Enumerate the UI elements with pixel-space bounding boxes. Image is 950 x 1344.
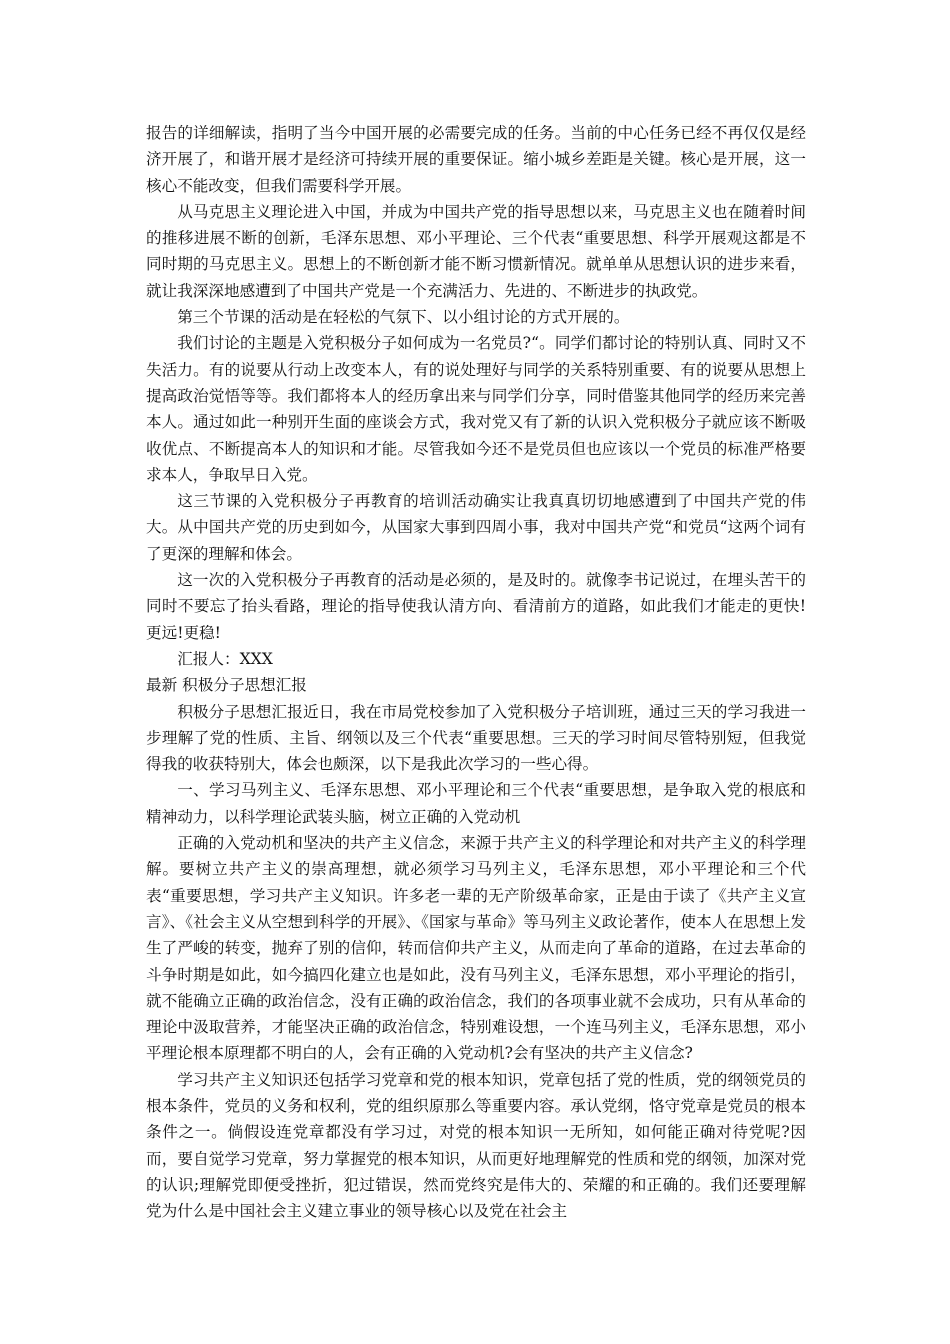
paragraph-1: 报告的详细解读，指明了当今中国开展的必需要完成的任务。当前的中心任务已经不再仅仅是经济开展了，和谐开展才是经济可持续开展的重要保证。缩小城乡差距是关键。核心是开展，这一核心不能改变，但我们需要科学开展。 — [146, 124, 806, 195]
paragraph-6: 这一次的入党积极分子再教育的活动是必须的，是及时的。就像李书记说过，在埋头苦干的同时不要忘了抬头看路，理论的指导使我认清方向、看清前方的道路，如此我们才能走的更快!更远!更稳! — [146, 571, 806, 642]
document-page — [146, 120, 806, 1224]
paragraph-5: 这三节课的入党积极分子再教育的培训活动确实让我真真切切地感遭到了中国共产党的伟大。从中国共产党的历史到如今，从国家大事到四周小事，我对中国共产党“和党员“这两个词有了更深的理解和体会。 — [146, 492, 806, 563]
section-heading: 最新 积极分子思想汇报 — [146, 676, 307, 695]
paragraph-4: 我们讨论的主题是入党积极分子如何成为一名党员?“。同学们都讨论的特别认真、同时又不失活力。有的说要从行动上改变本人，有的说处理好与同学的关系特别重要、有的说要从思想上提高政治觉悟等等。我们都将本人的经历拿出来与同学们分享，同时借鉴其他同学的经历来完善本人。通过如此一种别开生面的座谈会方式，我对党又有了新的认识入党积极分子就应该不断吸收优点、不断提高本人的知识和才能。尽管我如今还不是党员但也应该以一个党员的标准严格要求本人，争取早日入党。 — [146, 334, 806, 484]
reporter-line: 汇报人：XXX — [177, 649, 273, 668]
paragraph-9: 正确的入党动机和坚决的共产主义信念，来源于共产主义的科学理论和对共产主义的科学理解。要树立共产主义的崇高理想，就必须学习马列主义，毛泽东思想，邓小平理论和三个代表“重要思想，学习共产主义知识。许多老一辈的无产阶级革命家，正是由于读了《共产主义宣言》、《社会主义从空想到科学的开展》、《国家与革命》等马列主义政论著作，使本人在思想上发生了严峻的转变，抛弃了别的信仰，转而信仰共产主义，从而走向了革命的道路，在过去革命的斗争时期是如此，如今搞四化建立也是如此，没有马列主义，毛泽东思想，邓小平理论的指引，就不能确立正确的政治信念，没有正确的政治信念，我们的各项事业就不会成功，只有从革命的理论中汲取营养，才能坚决正确的政治信念，特别难设想，一个连马列主义，毛泽东思想，邓小平理论根本原理都不明白的人，会有正确的入党动机?会有坚决的共产主义信念? — [146, 834, 806, 1063]
paragraph-10: 学习共产主义知识还包括学习党章和党的根本知识，党章包括了党的性质，党的纲领党员的根本条件，党员的义务和权利，党的组织原那么等重要内容。承认党纲，恪守党章是党员的根本条件之一。倘假设连党章都没有学习过，对党的根本知识一无所知，如何能正确对待党呢?因而，要自觉学习党章，努力掌握党的根本知识，从而更好地理解党的性质和党的纲领，加深对党的认识;理解党即便受挫折，犯过错误，然而党终究是伟大的、荣耀的和正确的。我们还要理解党为什么是中国社会主义建立事业的领导核心以及党在社会主 — [146, 1070, 806, 1221]
paragraph-3: 第三个节课的活动是在轻松的气氛下、以小组讨论的方式开展的。 — [177, 308, 630, 327]
paragraph-8: 一、学习马列主义、毛泽东思想、邓小平理论和三个代表“重要思想，是争取入党的根底和精神动力，以科学理论武装头脑，树立正确的入党动机 — [146, 781, 806, 826]
paragraph-7: 积极分子思想汇报近日，我在市局党校参加了入党积极分子培训班，通过三天的学习我进一步理解了党的性质、主旨、纲领以及三个代表“重要思想。三天的学习时间尽管特别短，但我觉得我的收获特别大，体会也颇深，以下是我此次学习的一些心得。 — [146, 702, 806, 774]
paragraph-2: 从马克思主义理论进入中国，并成为中国共产党的指导思想以来，马克思主义也在随着时间的推移进展不断的创新，毛泽东思想、邓小平理论、三个代表“重要思想、科学开展观这都是不同时期的马克思主义。思想上的不断创新才能不断习惯新情况。就单单从思想认识的进步来看，就让我深深地感遭到了中国共产党是一个充满活力、先进的、不断进步的执政党。 — [146, 202, 806, 300]
